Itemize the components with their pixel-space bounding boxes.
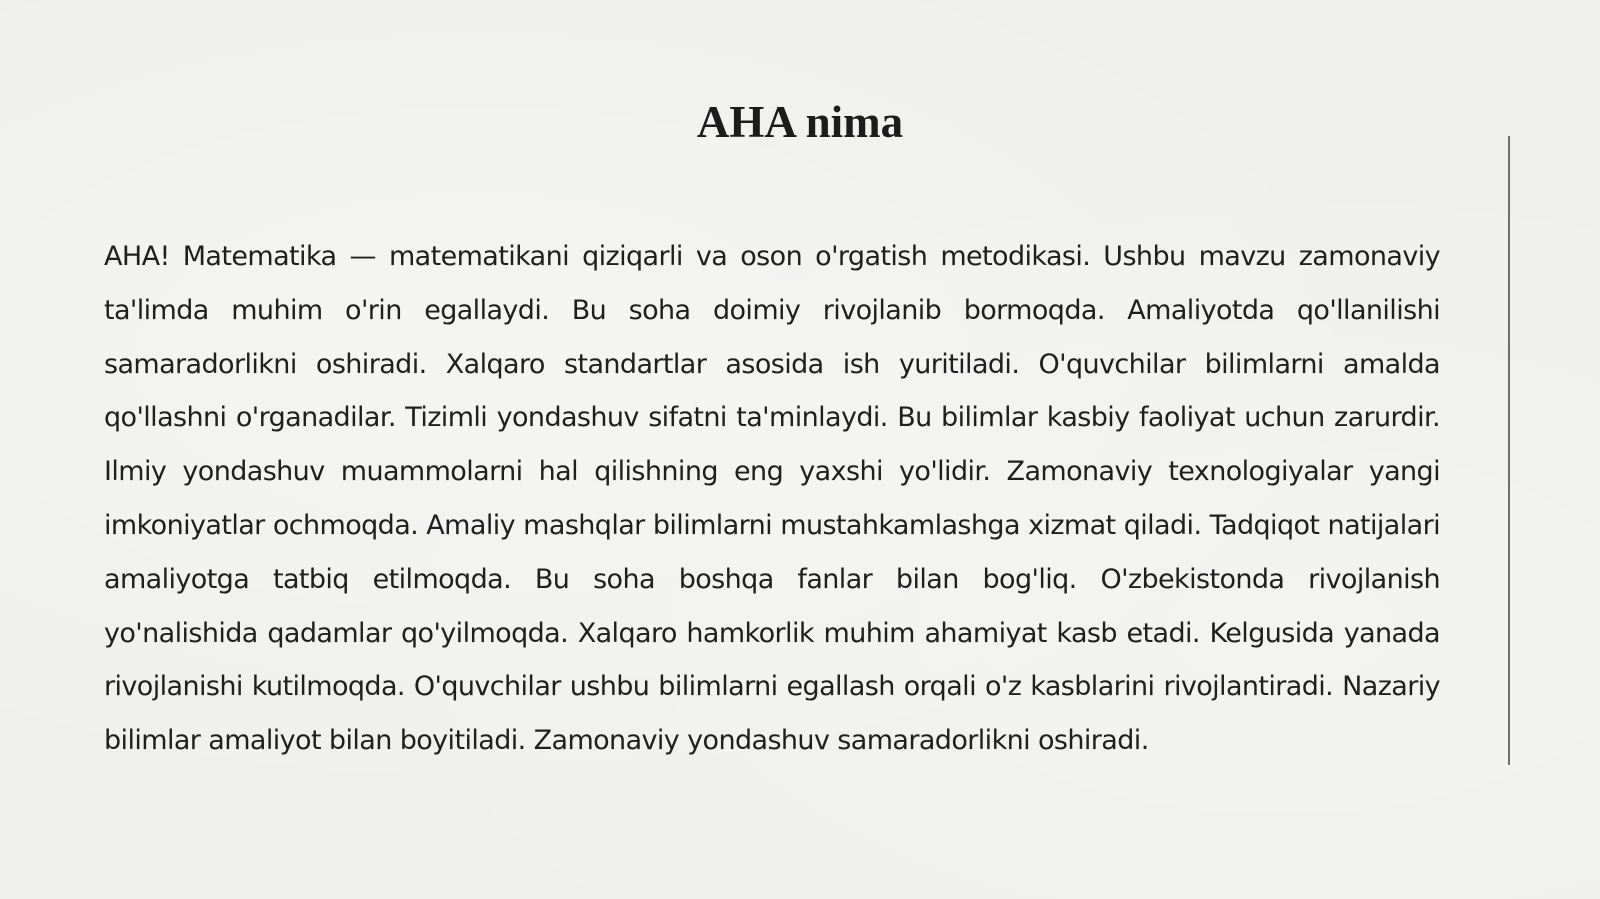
slide-body-text: AHA! Matematika — matematikani qiziqarli va oson o'rgatish metodikasi. Ushbu mavzu zamonaviy ta'limda muhim o'rin egallaydi. Bu soha doimiy rivojlanib bormoqda. Amaliyotda qo'llanilishi samaradorlikni oshiradi. Xalqaro standartlar asosida ish yuritiladi. O'quvchilar bilimlarni amalda qo'llashni o'rganadilar. Tizimli yondashuv sifatni ta'minlaydi. Bu bilimlar kasbiy faoliyat uchun zarurdir. Ilmiy yondashuv muammolarni hal qilishning eng yaxshi yo'lidir. Zamonaviy texnologiyalar yangi imkoniyatlar ochmoqda. Amaliy mashqlar bilimlarni mustahkamlashga xizmat qiladi. Tadqiqot natijalari amaliyotga tatbiq etilmoqda. Bu soha boshqa fanlar bilan bog'liq. O'zbekistonda rivojlanish yo'nalishida qadamlar qo'yilmoqda. Xalqaro hamkorlik muhim ahamiyat kasb etadi. Kelgusida yanada rivojlanishi kutilmoqda. O'quvchilar ushbu bilimlarni egallash orqali o'z kasblarini rivojlantiradi. Nazariy bilimlar amaliyot bilan boyitiladi. Zamonaviy yondashuv samaradorlikni oshiradi. bbox=[104, 241, 1440, 757]
vertical-divider bbox=[1508, 136, 1510, 765]
slide-title: AHA nima bbox=[696, 97, 904, 147]
